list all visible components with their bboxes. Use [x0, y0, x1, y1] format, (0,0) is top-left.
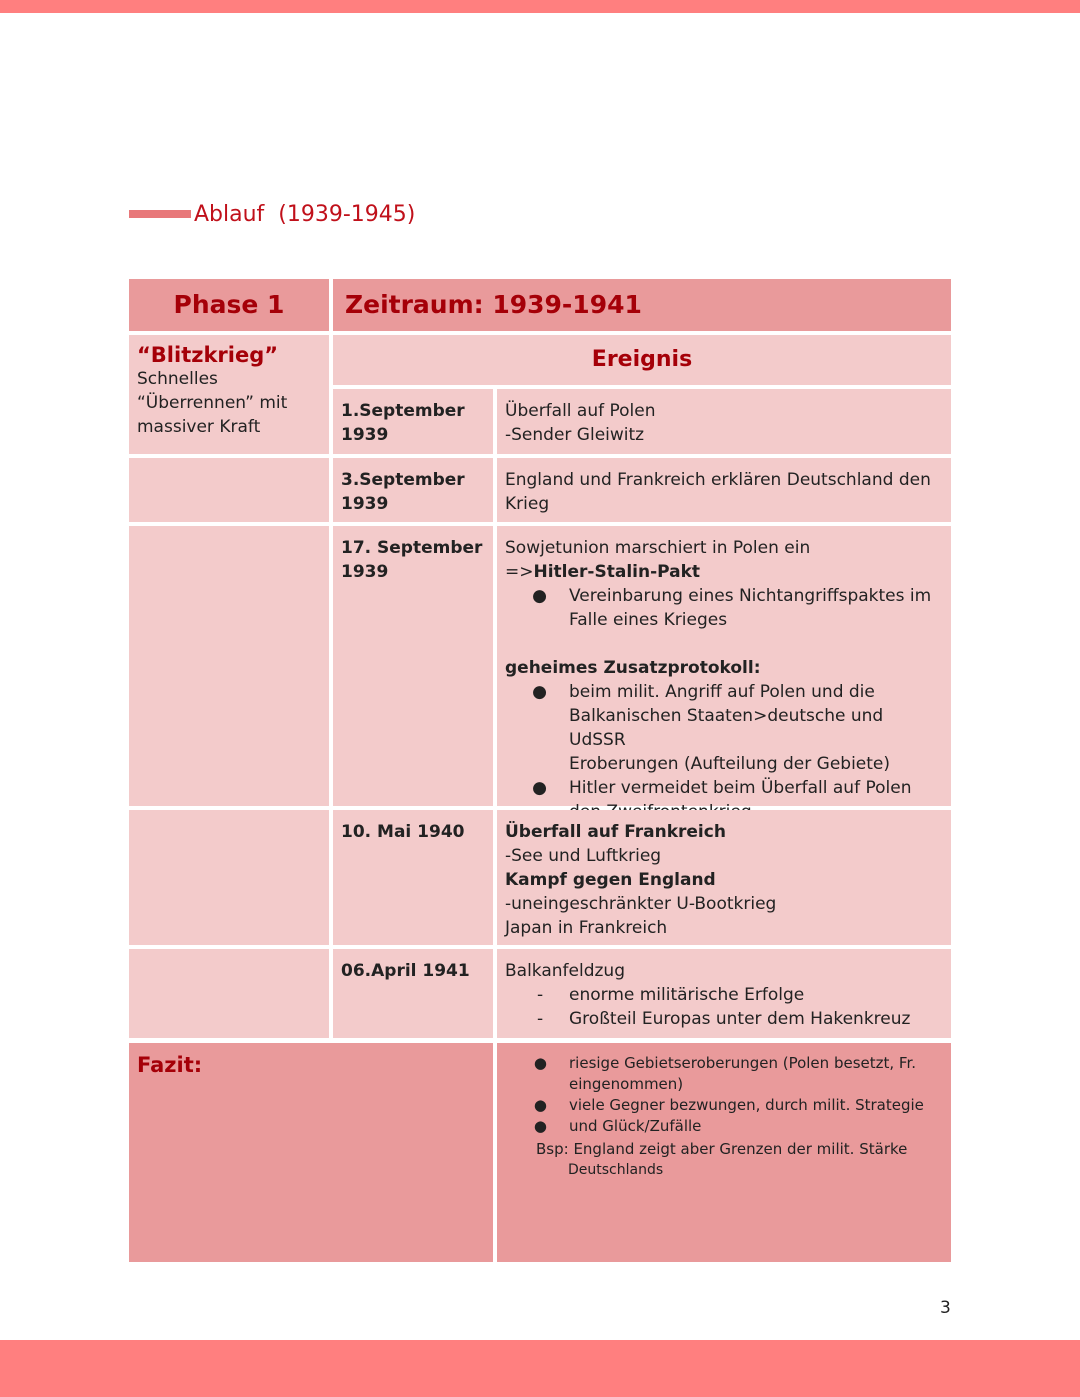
- bullet-item: [505, 1053, 943, 1095]
- date-text: 1.September: [341, 401, 465, 421]
- event-cell: [497, 458, 951, 522]
- example-text: Deutschlands: [568, 1162, 664, 1178]
- date-cell: [333, 389, 493, 454]
- dash-marker: -: [537, 985, 544, 1005]
- bullet-text: eingenommen): [569, 1075, 684, 1093]
- section-title: Ablauf (1939-1945): [194, 201, 416, 227]
- event-text: Überfall auf Polen: [505, 401, 656, 421]
- bullet-text: Eroberungen (Aufteilung der Gebiete): [569, 754, 891, 774]
- bullet-text: und Glück/Zufälle: [569, 1117, 702, 1135]
- bullet-item: [505, 1095, 943, 1116]
- arrow-prefix: =>: [505, 562, 534, 582]
- bullet-text: viele Gegner bezwungen, durch milit. Strategie: [569, 1096, 924, 1114]
- bullet-item: [505, 584, 943, 632]
- event-cell: [497, 949, 951, 1038]
- date-text: 1939: [341, 425, 389, 445]
- phase-desc-line: “Überrennen” mit: [137, 393, 288, 413]
- event-text: Japan in Frankreich: [505, 918, 668, 938]
- phase-desc-line: massiver Kraft: [137, 417, 261, 437]
- date-text: 10. Mai 1940: [341, 822, 465, 842]
- date-cell: [333, 810, 493, 945]
- bullet-icon: ●: [532, 586, 547, 606]
- dash-text: Großteil Europas unter dem Hakenkreuz: [569, 1009, 911, 1029]
- page-number: 3: [940, 1298, 951, 1318]
- heading-dash: [129, 210, 191, 218]
- event-text: Kampf gegen England: [505, 870, 716, 890]
- event-cell: [497, 810, 951, 945]
- date-cell: [333, 526, 493, 806]
- pact-name: Hitler-Stalin-Pakt: [533, 562, 701, 582]
- zeitraum-header: Zeitraum: 1939-1941: [333, 279, 951, 331]
- top-accent-bar: [0, 0, 1080, 13]
- bullet-icon: ●: [533, 1117, 547, 1135]
- empty-left-cell: [129, 949, 329, 1038]
- dash-item: [505, 983, 943, 1007]
- fazit-content-cell: [497, 1043, 951, 1262]
- bullet-item: [505, 1116, 943, 1137]
- date-text: 1939: [341, 494, 389, 514]
- empty-left-cell: [129, 526, 329, 806]
- bullet-text: Hitler vermeidet beim Überfall auf Polen: [569, 778, 912, 798]
- event-cell: [497, 389, 951, 454]
- date-text: 17. September: [341, 538, 483, 558]
- event-text: -Sender Gleiwitz: [505, 425, 645, 445]
- fazit-label-cell: [129, 1043, 493, 1262]
- event-text: Krieg: [505, 494, 550, 514]
- bullet-icon: ●: [532, 778, 547, 798]
- bullet-text: Vereinbarung eines Nichtangriffspaktes im: [569, 586, 932, 606]
- date-text: 3.September: [341, 470, 465, 490]
- dash-text: enorme militärische Erfolge: [569, 985, 805, 1005]
- ereignis-header: Ereignis: [333, 335, 951, 385]
- bullet-icon: ●: [533, 1096, 547, 1114]
- dash-marker: -: [537, 1009, 544, 1029]
- bottom-accent-bar: [0, 1340, 1080, 1397]
- bullet-icon: ●: [533, 1054, 547, 1072]
- bullet-text: Falle eines Krieges: [569, 610, 728, 630]
- date-text: 06.April 1941: [341, 961, 470, 981]
- bullet-text: riesige Gebietseroberungen (Polen besetzt, Fr.: [569, 1054, 916, 1072]
- bullet-text: Balkanischen Staaten>deutsche und UdSSR: [569, 706, 884, 750]
- phase-desc-line: Schnelles: [137, 369, 218, 389]
- dash-item: [505, 1007, 943, 1031]
- date-cell: [333, 949, 493, 1038]
- date-text: 1939: [341, 562, 389, 582]
- sub-heading: geheimes Zusatzprotokoll:: [505, 658, 761, 678]
- section-heading: [129, 198, 415, 230]
- event-cell: [497, 526, 951, 806]
- phase-description-cell: [129, 335, 329, 454]
- event-text: Sowjetunion marschiert in Polen ein: [505, 538, 811, 558]
- bullet-text: beim milit. Angriff auf Polen und die: [569, 682, 875, 702]
- fazit-label: Fazit:: [137, 1053, 203, 1077]
- example-text: Bsp: England zeigt aber Grenzen der milit. Stärke: [536, 1140, 908, 1158]
- event-text: [505, 560, 943, 584]
- date-cell: [333, 458, 493, 522]
- phase-title: “Blitzkrieg”: [137, 343, 279, 367]
- phase-header: Phase 1: [129, 279, 329, 331]
- empty-left-cell: [129, 458, 329, 522]
- bullet-icon: ●: [532, 682, 547, 702]
- bullet-item: [505, 680, 943, 776]
- event-text: -See und Luftkrieg: [505, 846, 662, 866]
- event-text: England und Frankreich erklären Deutschland den: [505, 470, 931, 490]
- event-text: -uneingeschränkter U-Bootkrieg: [505, 894, 777, 914]
- event-text: Balkanfeldzug: [505, 961, 625, 981]
- empty-left-cell: [129, 810, 329, 945]
- event-text: Überfall auf Frankreich: [505, 822, 726, 842]
